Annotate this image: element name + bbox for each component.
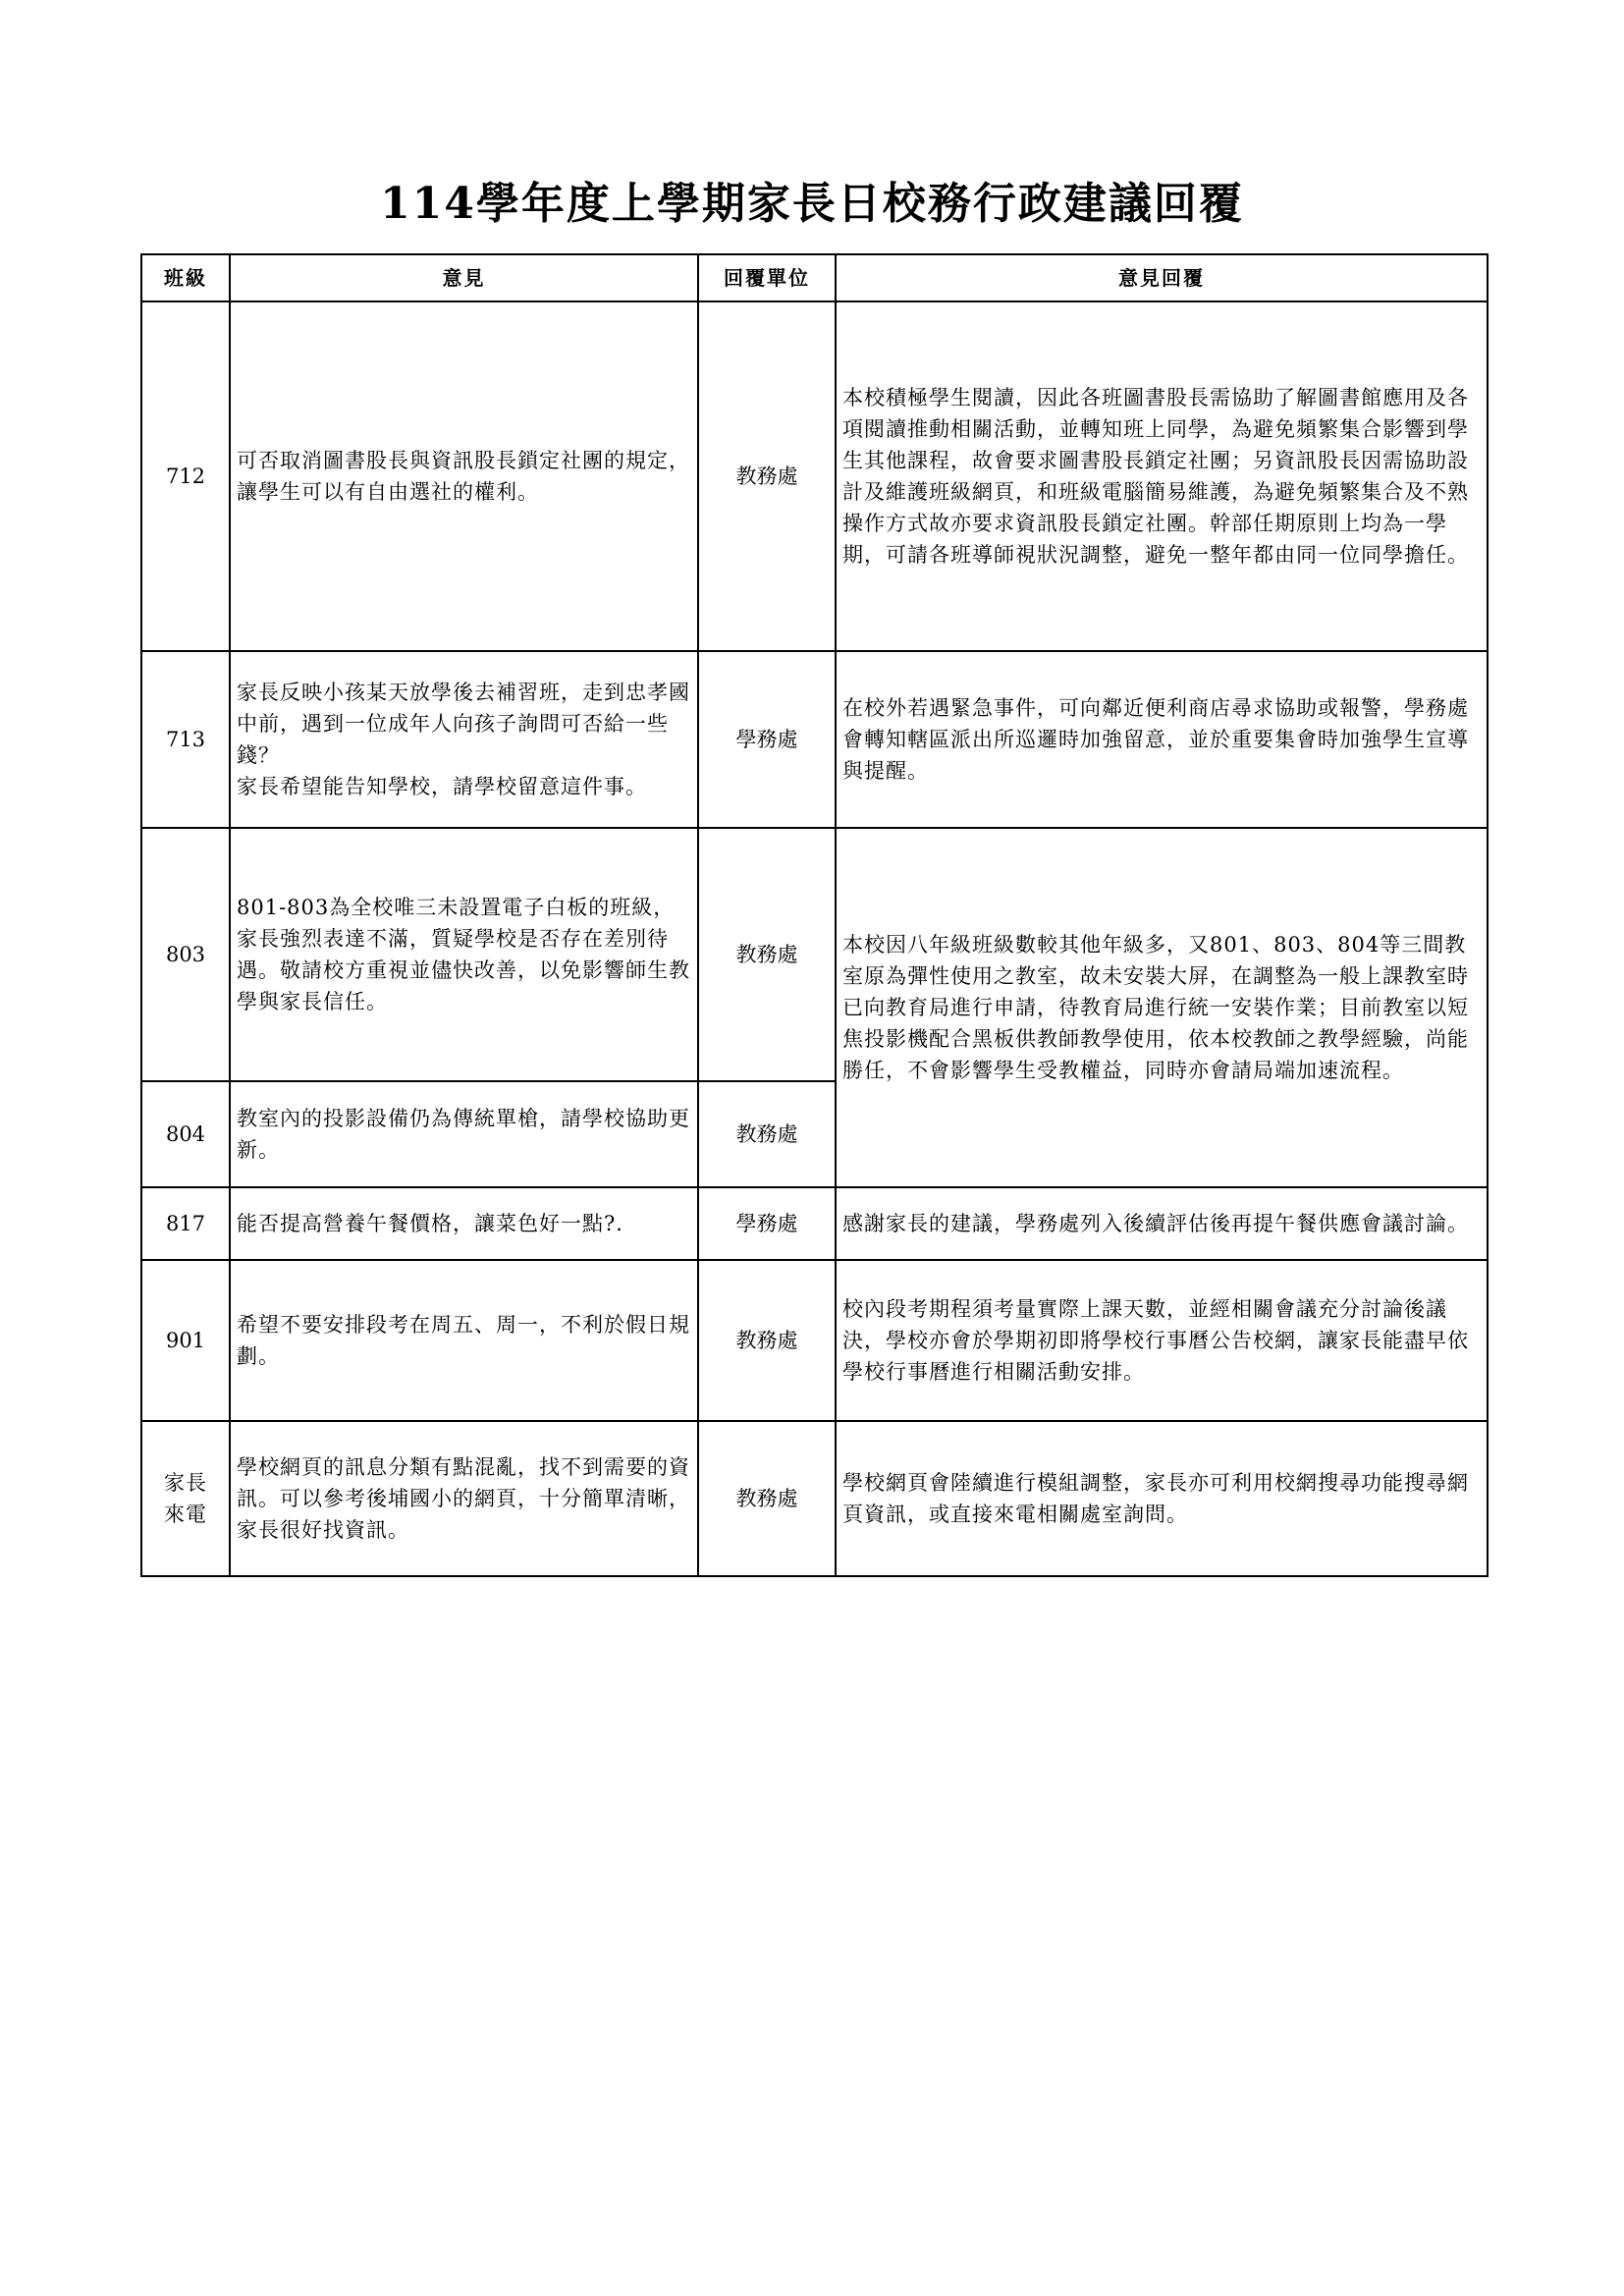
reply-table [140, 253, 1489, 1577]
row-reply: 校內段考期程須考量實際上課天數，並經相關會議充分討論後議決，學校亦會於學期初即將學校行事曆公告校網，讓家長能盡早依學校行事曆進行相關活動安排。 [836, 1260, 1488, 1421]
row-opinion: 能否提高營養午餐價格，讓菜色好一點?. [230, 1187, 698, 1260]
row-class: 713 [141, 651, 230, 828]
row-unit: 教務處 [698, 1081, 836, 1187]
row-reply: 學校網頁會陸續進行模組調整，家長亦可利用校網搜尋功能搜尋網頁資訊，或直接來電相關處室詢問。 [836, 1421, 1488, 1576]
row-reply: 本校積極學生閱讀，因此各班圖書股長需協助了解圖書館應用及各項閱讀推動相關活動，並轉知班上同學，為避免頻繁集合影響到學生其他課程，故會要求圖書股長鎖定社團；另資訊股長因需協助設計及維護班級網頁，和班級電腦簡易維護，為避免頻繁集合及不熟操作方式故亦要求資訊股長鎖定社團。幹部任期原則上均為一學期，可請各班導師視狀況調整，避免一整年都由同一位同學擔任。 [836, 301, 1488, 651]
row-reply: 在校外若遇緊急事件，可向鄰近便利商店尋求協助或報警，學務處會轉知轄區派出所巡邏時加強留意，並於重要集會時加強學生宣導與提醒。 [836, 651, 1488, 828]
row-opinion: 家長反映小孩某天放學後去補習班，走到忠孝國中前，遇到一位成年人向孩子詢問可否給一些錢？ 家長希望能告知學校，請學校留意這件事。 [230, 651, 698, 828]
table-row [141, 1187, 1488, 1260]
row-unit: 教務處 [698, 1260, 836, 1421]
row-opinion: 希望不要安排段考在周五、周一，不利於假日規劃。 [230, 1260, 698, 1421]
row-class: 家長 來電 [141, 1421, 230, 1576]
table-row [141, 301, 1488, 651]
row-class: 803 [141, 828, 230, 1081]
row-reply: 本校因八年級班級數較其他年級多，又801、803、804等三間教室原為彈性使用之教室，故未安裝大屏，在調整為一般上課教室時已向教育局進行申請，待教育局進行統一安裝作業；目前教室以短焦投影機配合黑板供教師教學使用，依本校教師之教學經驗，尚能勝任，不會影響學生受教權益，同時亦會請局端加速流程。 [836, 828, 1488, 1187]
row-unit: 教務處 [698, 828, 836, 1081]
table-row [141, 651, 1488, 828]
row-class: 804 [141, 1081, 230, 1187]
header-unit: 回覆單位 [698, 254, 836, 301]
header-reply: 意見回覆 [836, 254, 1488, 301]
row-opinion: 801-803為全校唯三未設置電子白板的班級，家長強烈表達不滿，質疑學校是否存在差別待遇。敬請校方重視並儘快改善，以免影響師生教學與家長信任。 [230, 828, 698, 1081]
table-row [141, 1260, 1488, 1421]
row-unit: 教務處 [698, 301, 836, 651]
table-row [141, 828, 1488, 1081]
row-class: 901 [141, 1260, 230, 1421]
table-row [141, 1421, 1488, 1576]
table-header-row [141, 254, 1488, 301]
row-class: 817 [141, 1187, 230, 1260]
header-class: 班級 [141, 254, 230, 301]
row-unit: 學務處 [698, 651, 836, 828]
row-reply: 感謝家長的建議，學務處列入後續評估後再提午餐供應會議討論。 [836, 1187, 1488, 1260]
row-opinion: 可否取消圖書股長與資訊股長鎖定社團的規定，讓學生可以有自由選社的權利。 [230, 301, 698, 651]
row-opinion: 學校網頁的訊息分類有點混亂，找不到需要的資訊。可以參考後埔國小的網頁，十分簡單清晰，家長很好找資訊。 [230, 1421, 698, 1576]
row-opinion: 教室內的投影設備仍為傳統單槍，請學校協助更新。 [230, 1081, 698, 1187]
row-unit: 教務處 [698, 1421, 836, 1576]
row-unit: 學務處 [698, 1187, 836, 1260]
header-opinion: 意見 [230, 254, 698, 301]
page-title: 114學年度上學期家長日校務行政建議回覆 [380, 179, 1244, 229]
row-class: 712 [141, 301, 230, 651]
